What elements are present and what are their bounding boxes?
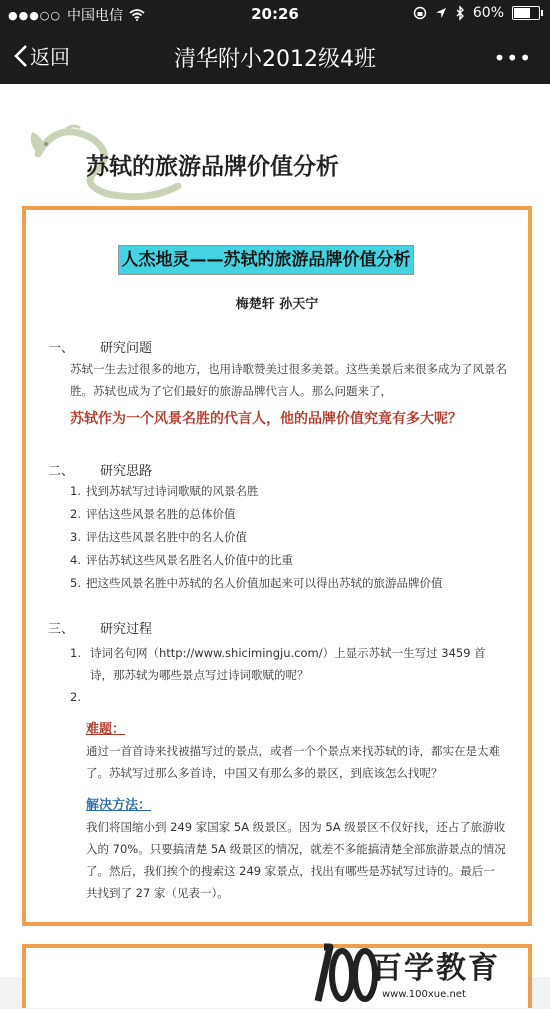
list-item: 4. 评估苏轼这些风景名胜名人价值中的比重 [70, 553, 293, 567]
status-right [413, 5, 540, 21]
carrier-label: 中国电信 [67, 8, 123, 24]
back-label: 返回 [30, 45, 70, 69]
list-item: 3. 评估这些风景名胜中的名人价值 [70, 530, 247, 544]
section-number: 二、 [48, 464, 75, 479]
solution-text: 我们将国缩小到 249 家国家 5A 级景区。因为 5A 级景区不仅好找，还占了旅游收入的 70%。只要搞清楚 5A 级景区的情况，就差不多能搞清楚全部旅游景点的情况了。然后，我们挨个的搜索这 249 家景点，找出有哪些是苏轼写过诗的。最后一共找到了 27 家（见表一）。 [86, 820, 506, 900]
nav-bar [0, 28, 550, 84]
list-item: 1. 找到苏轼写过诗词歌赋的风景名胜 [70, 484, 259, 498]
item-number: 1. [70, 646, 81, 660]
document-authors: 梅楚轩 孙天宁 [235, 297, 319, 312]
watermark [310, 939, 520, 1009]
difficulty-label: 难题： [86, 722, 126, 737]
article-content[interactable] [0, 84, 550, 1000]
clock: 20:26 [251, 5, 299, 23]
rotation-lock-icon [413, 6, 427, 20]
process-item-2-number: 2. [70, 690, 81, 704]
difficulty-text: 通过一首首诗来找被描写过的景点，或者一个个景点来找苏轼的诗，都实在是太难了。苏轼写过那么多首诗，中国又有那么多的景区，到底该怎么找呢？ [86, 744, 500, 780]
more-button[interactable]: ••• [493, 46, 532, 70]
brand-logo-icon [310, 939, 380, 1009]
research-question: 苏轼作为一个风景名胜的代言人，他的品牌价值究竟有多大呢？ [70, 411, 462, 427]
item-text: 诗词名句网（http://www.shicimingju.com/）上显示苏轼一生写过 3459 首诗，那苏轼为哪些景点写过诗词歌赋的呢？ [90, 646, 486, 682]
document-image [22, 206, 532, 926]
signal-icon: ●●●○○ [8, 8, 61, 22]
brand-name: 百学教育 [372, 951, 500, 986]
section-3-heading [48, 618, 348, 638]
section-1-heading [48, 337, 348, 357]
document-title: 人杰地灵——苏轼的旅游品牌价值分析 [118, 245, 414, 275]
section-number: 三、 [48, 622, 75, 637]
nav-title: 清华附小2012级4班 [174, 47, 376, 72]
section-title: 研究思路 [100, 464, 153, 479]
bluetooth-icon [455, 6, 465, 20]
section-1-paragraph: 苏轼一生去过很多的地方，也用诗歌赞美过很多美景。这些美景后来很多成为了风景名胜。苏轼也成为了它们最好的旅游品牌代言人。那么问题来了， [70, 362, 507, 398]
status-bar [0, 0, 550, 28]
list-item: 5. 把这些风景名胜中苏轼的名人价值加起来可以得出苏轼的旅游品牌价值 [70, 576, 443, 590]
process-item-1 [70, 642, 508, 686]
article-header [18, 114, 538, 204]
section-title: 研究过程 [100, 622, 153, 637]
section-title: 研究问题 [100, 341, 153, 356]
section-2-heading [48, 460, 348, 480]
approach-list [70, 480, 510, 595]
section-number: 一、 [48, 341, 75, 356]
brand-url: www.100xue.net [382, 989, 466, 1000]
article-title: 苏轼的旅游品牌价值分析 [86, 154, 339, 180]
location-icon [435, 7, 447, 19]
battery-percent: 60% [472, 5, 504, 21]
battery-icon [512, 6, 540, 20]
solution-label: 解决方法： [86, 798, 152, 813]
list-item: 2. 评估这些风景名胜的总体价值 [70, 507, 236, 521]
